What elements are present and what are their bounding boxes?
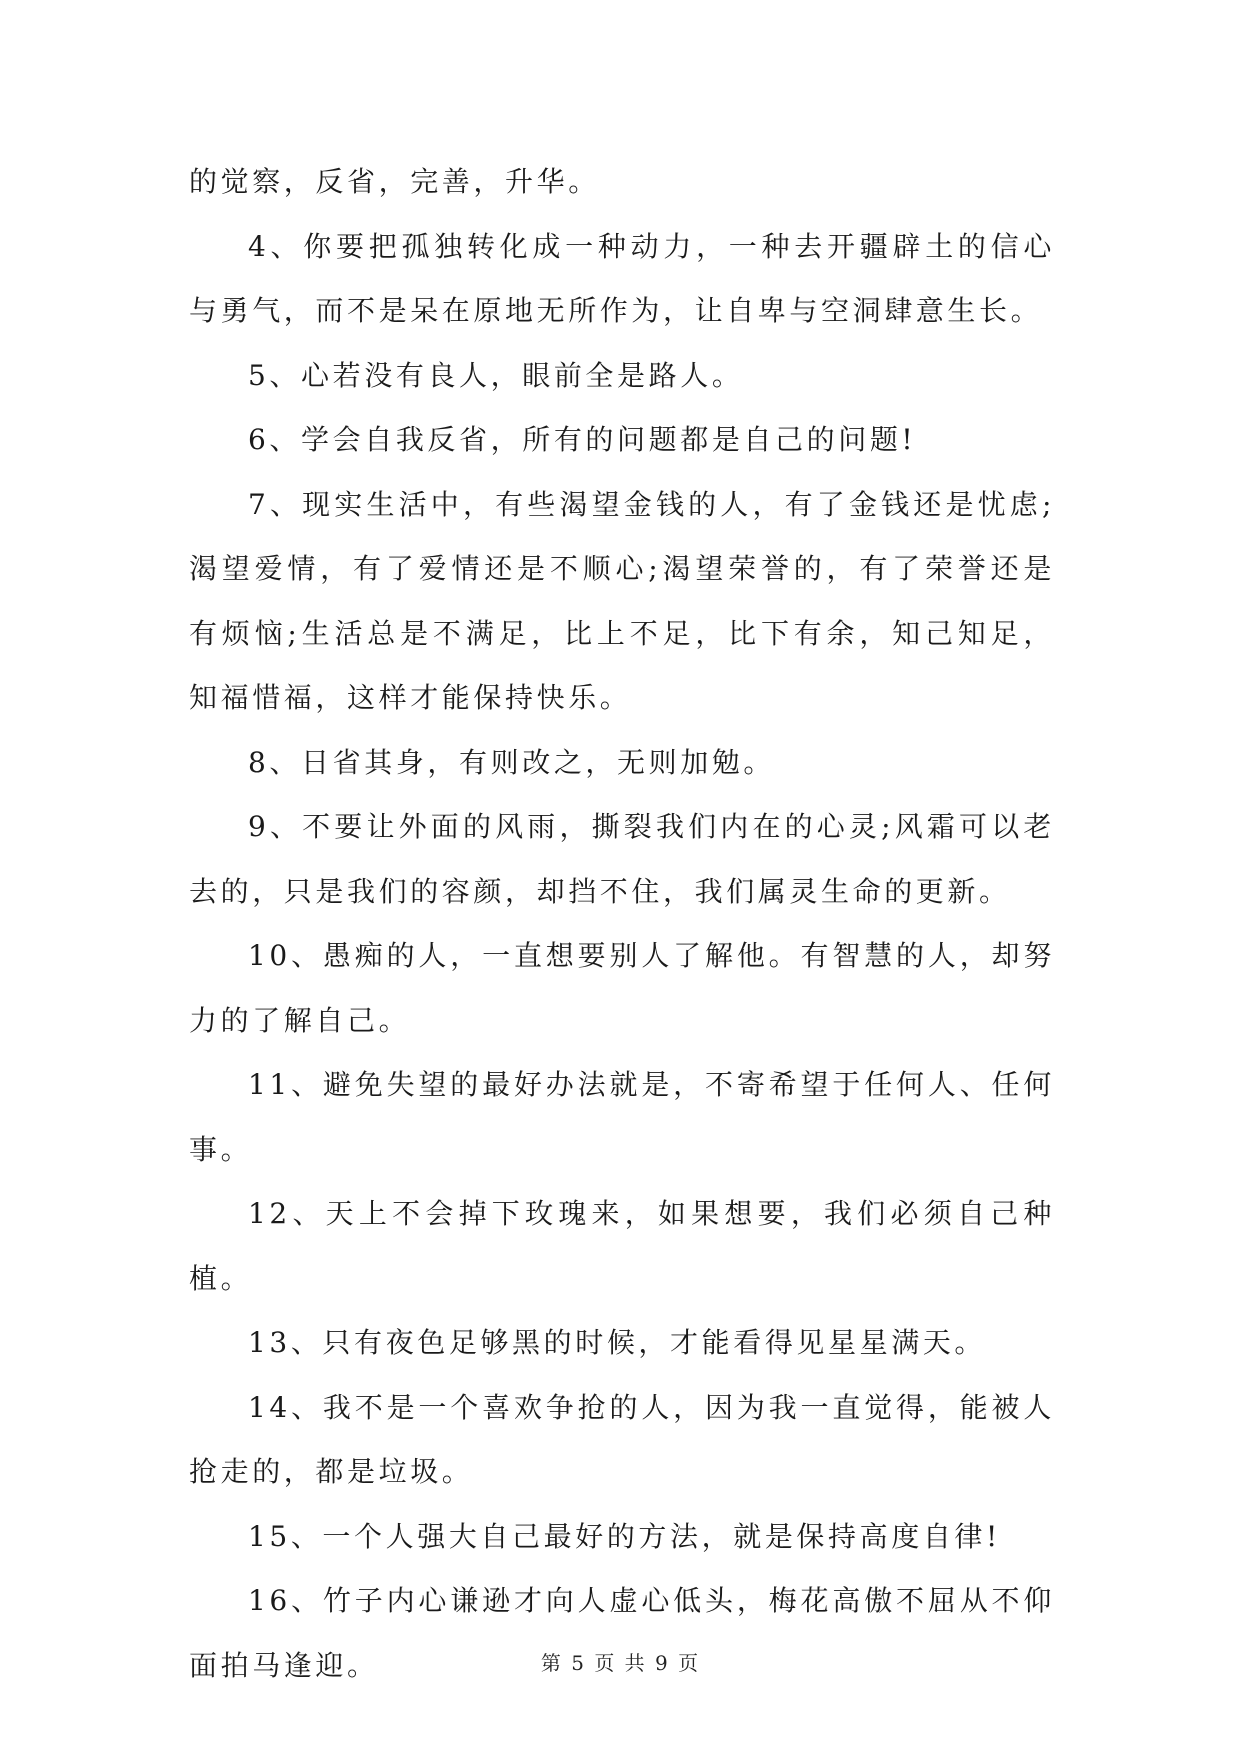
paragraph-item-16: 16、竹子内心谦逊才向人虚心低头，梅花高傲不屈从不仰面拍马逢迎。	[189, 1584, 1055, 1682]
paragraph-item-11: 11、避免失望的最好办法就是，不寄希望于任何人、任何事。	[189, 1068, 1055, 1166]
paragraph-continuation: 的觉察，反省，完善，升华。	[189, 165, 600, 198]
paragraph-item-7: 7、现实生活中，有些渴望金钱的人，有了金钱还是忧虑;渴望爱情，有了爱情还是不顺心;渴望荣誉的，有了荣誉还是有烦恼;生活总是不满足，比上不足，比下有余，知己知足，知福惜福，这样才能保持快乐。	[189, 487, 1055, 714]
paragraph-item-13: 13、只有夜色足够黑的时候，才能看得见星星满天。	[248, 1326, 987, 1359]
paragraph-item-8: 8、日省其身，有则改之，无则加勉。	[248, 745, 776, 779]
paragraph-item-14: 14、我不是一个喜欢争抢的人，因为我一直觉得，能被人抢走的，都是垃圾。	[189, 1390, 1055, 1488]
paragraph-item-15: 15、一个人强大自己最好的方法，就是保持高度自律!	[248, 1519, 1001, 1553]
page-number-footer: 第 5 页 共 9 页	[540, 1651, 701, 1675]
paragraph-item-12: 12、天上不会掉下玫瑰来，如果想要，我们必须自己种植。	[189, 1197, 1055, 1295]
paragraph-item-4: 4、你要把孤独转化成一种动力，一种去开疆辟土的信心与勇气，而不是呆在原地无所作为，让自卑与空洞肆意生长。	[189, 229, 1055, 327]
paragraph-item-10: 10、愚痴的人，一直想要别人了解他。有智慧的人，却努力的了解自己。	[189, 939, 1055, 1037]
paragraph-item-9: 9、不要让外面的风雨，撕裂我们内在的心灵;风霜可以老去的，只是我们的容颜，却挡不住，我们属灵生命的更新。	[189, 810, 1055, 908]
paragraph-item-5: 5、心若没有良人，眼前全是路人。	[248, 358, 744, 392]
document-body	[189, 150, 1055, 1698]
paragraph-item-6: 6、学会自我反省，所有的问题都是自己的问题!	[248, 423, 917, 456]
